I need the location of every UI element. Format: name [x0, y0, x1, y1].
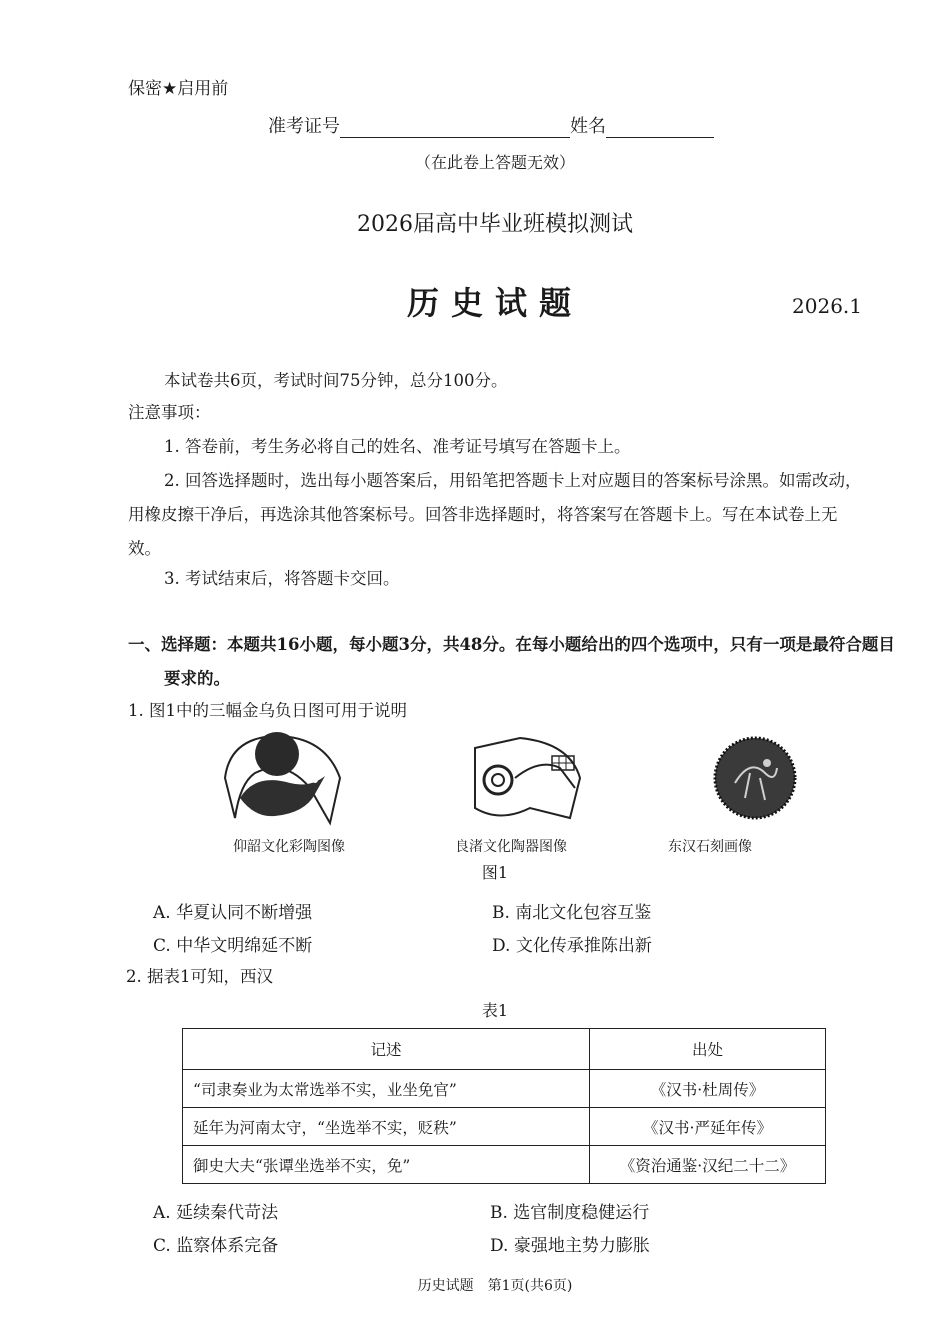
- section-heading: 一、选择题：本题共16小题，每小题3分，共48分。在每小题给出的四个选项中，只有一项是最符合题目要求的。: [128, 635, 895, 688]
- q2-option-a: A. 延续秦代苛法: [153, 1203, 279, 1223]
- question-1-stem: 1. 图1中的三幅金乌负日图可用于说明: [128, 701, 407, 720]
- table-cell: 御史大夫“张谭坐选举不实，免”: [183, 1146, 590, 1184]
- q2-option-c: C. 监察体系完备: [153, 1236, 279, 1256]
- q2-option-b: B. 选官制度稳健运行: [490, 1203, 650, 1223]
- liangzhu-bird-image: [460, 728, 590, 828]
- id-row: [268, 112, 714, 138]
- exam-id-blank[interactable]: [340, 117, 570, 138]
- table-header-row: [183, 1029, 826, 1070]
- table-cell: “司隶奏业为太常选举不实，业坐免官”: [183, 1070, 590, 1108]
- han-stone-relief-image: [705, 728, 805, 828]
- table-header-cell: 出处: [590, 1029, 826, 1070]
- q1-option-d: D. 文化传承推陈出新: [492, 936, 652, 956]
- q2-option-d: D. 豪强地主势力膨胀: [490, 1236, 650, 1256]
- table-cell: 《汉书·严延年传》: [590, 1108, 826, 1146]
- table-caption: 表1: [481, 1001, 509, 1020]
- table-cell: 《汉书·杜周传》: [590, 1070, 826, 1108]
- figure-caption-yangshao: 仰韶文化彩陶图像: [233, 839, 345, 855]
- confidential-mark: 保密★启用前: [128, 79, 229, 99]
- exam-subtitle: 2026届高中毕业班模拟测试: [357, 212, 633, 237]
- q1-option-b: B. 南北文化包容互鉴: [492, 903, 652, 923]
- invalid-note: （在此卷上答题无效）: [414, 153, 575, 172]
- intro-text: 本试卷共6页，考试时间75分钟，总分100分。: [164, 371, 508, 390]
- figure-caption-han: 东汉石刻画像: [668, 839, 752, 855]
- exam-title: 历史试题: [406, 284, 583, 322]
- table-cell: 《资治通鉴·汉纪二十二》: [590, 1146, 826, 1184]
- notice-item: 3. 考试结束后，将答题卡交回。: [164, 569, 400, 588]
- table-header-cell: 记述: [183, 1029, 590, 1070]
- question-2-stem: 2. 据表1可知，西汉: [126, 967, 273, 986]
- yangshao-bird-image: [215, 728, 345, 828]
- name-blank[interactable]: [606, 117, 714, 138]
- notice-heading: 注意事项：: [128, 403, 211, 422]
- figure-caption-liangzhu: 良渚文化陶器图像: [455, 839, 567, 855]
- page-footer: 历史试题 第1页(共6页): [417, 1278, 573, 1294]
- figure-1: [215, 728, 805, 828]
- name-label: 姓名: [570, 116, 606, 137]
- exam-date: 2026.1: [792, 294, 862, 318]
- notice-item: 2. 回答选择题时，选出每小题答案后，用铅笔把答题卡上对应题目的答案标号涂黑。如需改动，用橡皮擦干净后，再选涂其他答案标号。回答非选择题时，将答案写在答题卡上。写在本试卷上无效。: [128, 471, 862, 558]
- table-row: [183, 1070, 826, 1108]
- table-row: [183, 1108, 826, 1146]
- table-cell: 延年为河南太守，“坐选举不实，贬秩”: [183, 1108, 590, 1146]
- table-1: [182, 1028, 826, 1184]
- exam-id-label: 准考证号: [268, 116, 340, 137]
- figure-label: 图1: [481, 863, 509, 882]
- notice-item: 1. 答卷前，考生务必将自己的姓名、准考证号填写在答题卡上。: [164, 437, 631, 456]
- q1-option-a: A. 华夏认同不断增强: [153, 903, 313, 923]
- q1-option-c: C. 中华文明绵延不断: [153, 936, 313, 956]
- table-row: [183, 1146, 826, 1184]
